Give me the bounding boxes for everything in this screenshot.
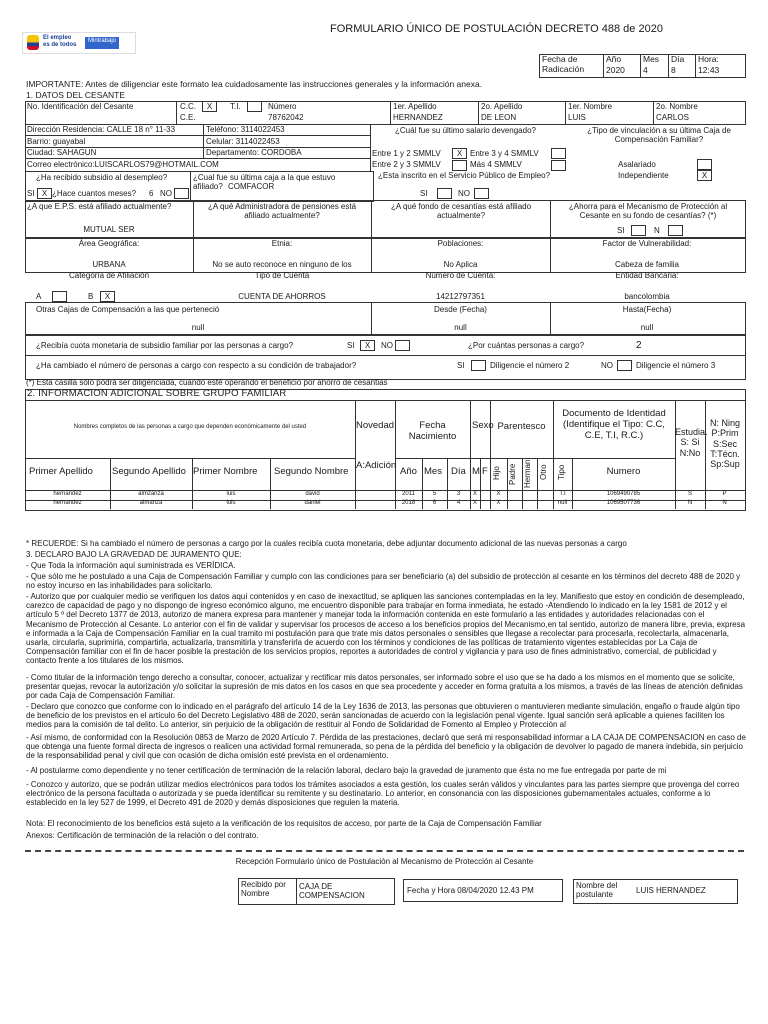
departamento-field: Departamento: CORDOBA [206,148,302,157]
cuota-no-checkbox[interactable] [395,340,410,351]
nota-text: Nota: El reconocimiento de los beneficios está sujeto a la verificación de los requisitos de acceso, por parte de la Caja de Compensación Familiar [26,819,542,828]
vulnerabilidad-value: Cabeza de familia [614,260,680,269]
salario-opt2: Entre 3 y 4 SMMLV [470,149,539,158]
cuota-si-checkbox[interactable]: X [360,340,375,351]
row1-numero: 1069490785 [606,491,641,497]
banco-value: bancolombia [624,292,670,301]
otras-cajas-value: null [191,323,205,332]
row2-nom1: luis [226,500,236,506]
etnia-label: Etnia: [271,239,293,248]
tipo-cuenta-label: Tipo de Cuenta [254,271,310,280]
fecha-hora-value: Fecha y Hora 08/04/2020 12.43 PM [407,886,534,895]
numero-cuenta-label: Número de Cuenta: [425,271,496,280]
otras-cajas-label: Otras Cajas de Compensación a las que perteneció [36,305,220,314]
ahorro-si-label: SI [617,226,625,235]
row2-tipo: null [557,500,568,506]
numero-cuenta-value: 14212797351 [436,292,485,301]
logo-line2: es de todos [43,42,77,48]
cuantas-question: ¿Por cuántas personas a cargo? [468,341,585,350]
row1-estudia: S [687,491,692,497]
salario-question: ¿Cuál fue su último salario devengado? [395,126,536,135]
etnia-value: No se auto reconoce en ninguno de los [212,260,352,269]
postulante-label: Nombre del postulante [576,881,618,900]
row1-nom1: luis [226,491,236,497]
ti-checkbox[interactable] [247,101,262,112]
numero-label: Número [268,102,297,111]
cc-label: C.C. [180,102,196,111]
id-label: No. Identificación del Cesante [27,102,134,111]
hasta-label: Hasta(Fecha) [622,305,672,314]
independiente-checkbox[interactable]: X [697,170,712,181]
spe-no-label: NO [458,189,470,198]
poblaciones-value: No Aplica [443,260,478,269]
ape2-label: 2o. Apellido [481,102,523,111]
sec3-p4: - Como titular de la información tengo derecho a consultar, conocer, actualizar y rectificar mis datos personales, ser informado sobre el uso que se ha dado a los mismos en el momento que se solicite, presentar quejas, revocar la autorización y/o solicitar la supresión de mis datos en los casos en que sea procedente y acceder en forma gratuita a los mismos, a través de las líneas de atención definidas por cada Caja de Compensación Familiar. [26,673,743,701]
row2-ano: 2018 [401,500,416,506]
nom1-label: 1er. Nombre [568,102,613,111]
cuantas-value: 2 [636,340,642,351]
col-dia: Día [451,466,466,477]
subsidio-question: ¿Ha recibido subsidio al desempleo? [36,173,168,182]
sec3-p6: - Así mismo, de conformidad con la Resolución 0853 de Marzo de 2020 Artículo 7. Pérdida de las prestaciones, declaró que será mi responsabilidad informar a LA CAJA DE COMPENSACION en caso de que obtenga una fuente formal directa de ingresos o realicen una actividad formal remunerada, so pena de la pérdida del beneficio y la obligación de devolver lo pagado de manera indebida, sin perjuicio de la responsabilidad penal y civil que con ocasión de dicha omisión esté prevista en el ordenamiento. [26,733,746,761]
radicacion-year-label: Año [606,54,622,64]
ce-label: C.E. [180,113,196,122]
col-primer-apellido: Primer Apellido [29,466,93,477]
col-numero: Numero [606,466,641,477]
col-ano: Año [400,466,417,477]
subsidio-si-label: SI [27,189,35,198]
ape1-value: HERNANDEZ [393,113,443,122]
novedad-header: Novedad [355,420,395,431]
logo-line1: El empleo [43,35,72,41]
radicacion-hour: 12:43 [698,65,720,75]
poblaciones-label: Poblaciones: [437,239,484,248]
row1-ano: 2011 [402,491,415,497]
cuota-no-label: NO [381,341,393,350]
sexo-header: Sexo [472,420,494,431]
radicacion-hour-label: Hora: [698,54,719,64]
nota-asterisco: (*) Esta casilla sólo podrá ser diligenciada, cuando esté operando el beneficio por ahorro de cesantias [26,378,388,387]
asalariado-checkbox[interactable] [697,159,712,170]
col-segundo-nombre: Segundo Nombre [274,466,349,477]
row2-numero: 1069507736 [606,500,641,506]
cambio-no-label: NO [601,361,613,370]
ti-label: T.I. [230,102,241,111]
cuota-si-label: SI [347,341,355,350]
spe-si-checkbox[interactable] [437,188,452,199]
nom2-value: CARLOS [656,113,689,122]
cambio-no-checkbox[interactable] [617,360,632,371]
hasta-value: null [640,323,654,332]
anexos-text: Anexos: Certificación de terminación de la relación o del contrato. [26,831,259,840]
col-herman: Herman [523,459,532,488]
numero-value: 78762042 [268,113,304,122]
sec3-p1: - Que Toda la información aquí suministrada es VERÍDICA. [26,561,236,570]
recuerde-text: * RECUERDE: Si ha cambiado el número de personas a cargo por la cuales recibía cuota monetaria, debe adjuntar documento adicional de las nuevas personas a cargo [26,539,627,548]
sec1-title: 1. DATOS DEL CESANTE [26,90,126,100]
categoria-a-label: A [36,292,42,301]
salario-opt3: Entre 2 y 3 SMMLV [372,160,441,169]
eps-value: MUTUAL SER [83,225,135,234]
col-otro: Otro [539,464,548,480]
radicacion-day: 8 [671,65,676,75]
row1-ape1: hernandez [53,491,82,497]
nivel-header: N: Ning P:Prim S:Sec T:Técn. Sp:Sup [709,418,740,470]
row1-hijo: X [496,491,501,497]
recibido-value: CAJA DE COMPENSACION [299,882,365,901]
categoria-a-checkbox[interactable] [52,291,67,302]
salario-opt1-checkbox[interactable]: X [452,148,467,159]
vinculacion-question: ¿Tipo de vinculación a su última Caja de Compensación Familiar? [587,126,731,145]
salario-opt4-checkbox[interactable] [551,160,566,171]
colombia-seal-icon [27,35,39,50]
col-primer-nombre: Primer Nombre [193,466,258,477]
fecha-nacimiento-header: Fecha Nacimiento [408,420,457,442]
row1-nivel: P [722,491,727,497]
ape1-label: 1er. Apellido [393,102,437,111]
ahorro-question: ¿Ahorra para el Mecanismo de Protección al Cesante en su fondo de cesantías? (*) [568,202,728,221]
row2-hijo: X [496,500,501,506]
subsidio-no-checkbox[interactable] [174,188,189,199]
sec2-title: 2. INFORMACION ADICIONAL SOBRE GRUPO FAMILIAR [27,388,287,399]
vulnerabilidad-label: Factor de Vulnerabilidad: [602,239,692,248]
sec3-p8: - Conozco y autorizo, que se podrán utilizar medios electrónicos para todos los trámites asociados a esta gestión, los cuales serán válidos y vinculantes para las partes siempre que provenga del correo electrónico de la persona facultada o autorizada y se pueda identificar su remitente y su destinatario. Lo anterior, en consonancia con las disposiciones gubernamentales actuales, conforme a lo establecido en la ley 527 de 1999, el Decreto 491 de 2020 y demás disposiciones que regulen la materia. [26,780,740,808]
row1-mes: 5 [432,491,437,497]
meses-question: ¿Hace cuantos meses? [52,189,137,198]
row2-dia: 4 [456,500,461,506]
subsidio-si-checkbox[interactable]: X [37,188,52,199]
row1-ape2: almzanza [138,491,164,497]
importante-text: IMPORTANTE: Antes de diligenciar este formato lea cuidadosamente las instrucciones generales y la información anexa. [26,79,483,89]
estudia-header: Estudia. S: Si N:No [675,427,708,458]
telefono-field: Teléfono: 3114022453 [206,125,285,134]
cambio-question: ¿Ha cambiado el número de personas a cargo con respecto a su condición de trabajador? [36,361,357,370]
col-segundo-apellido: Segundo Apellido [112,466,186,477]
salario-opt1: Entre 1 y 2 SMMLV [372,149,441,158]
spe-si-label: SI [420,189,428,198]
logo-brand: Mintrabajo [85,37,119,49]
col-tipo: Tipo [557,464,566,480]
ahorro-n-checkbox[interactable] [668,225,683,236]
cambio-si-label: SI [457,361,465,370]
sec3-p7: - Al postularme como dependiente y no tener certificación de terminación de la relación laboral, declaro bajo la gravedad de juramento que ésta no me fue entregada por parte de mi [26,766,667,775]
row2-nom2: daniel [304,500,321,506]
col-m: M [472,466,480,477]
salario-opt4: Más 4 SMMLV [470,160,522,169]
ciudad-field: Ciudad: SAHAGUN [27,148,97,157]
celular-field: Celular: 3114022453 [206,137,280,146]
row1-tipo: T.I [559,491,566,497]
ahorro-si-checkbox[interactable] [631,225,646,236]
row2-nivel: N [722,500,727,506]
radicacion-month-label: Mes [643,54,660,64]
form-title: FORMULARIO ÚNICO DE POSTULACIÓN DECRETO 488 de 2020 [330,23,663,35]
recepcion-title: Recepción Formulario único de Postulación al Mecanismo de Protección al Cesante [235,857,534,866]
independiente-label: Independiente [618,171,669,180]
col-mes: Mes [424,466,442,477]
row2-m: X [472,500,477,506]
subsidio-no-label: NO [160,189,172,198]
tipo-cuenta-value: CUENTA DE AHORROS [238,292,326,301]
row1-dia: 3 [456,491,461,497]
documento-header: Documento de Identidad (Identifique el Tipo: C.C, C.E, T.I, R.C.) [562,408,666,441]
direccion-field: Dirección Residencia: CALLE 18 n° 11-33 [27,125,176,134]
cc-checkbox[interactable]: X [202,101,217,112]
spe-no-checkbox[interactable] [474,188,489,199]
cambio-si-checkbox[interactable] [471,360,486,371]
col-padre: Padre [508,463,517,485]
col-hijo: Hijo [492,466,501,480]
row2-ape1: hernandez [53,500,82,506]
radicacion-label: Fecha de Radicación [542,54,585,74]
parentesco-header: Parentesco [497,421,546,432]
cesantias-question: ¿A qué fondo de cesantías está afiliado actualmente? [390,202,532,221]
radicacion-day-label: Día [671,54,685,64]
pension-question: ¿A qué Administradora de pensiones está afiliado actualmente? [207,202,357,221]
caja-question: ¿Cual fue su última caja a la que estuvo afiliado? [193,173,336,192]
cuota-question: ¿Recibía cuota monetaria de subsidio familiar por las personas a cargo? [36,341,294,350]
postulante-value: LUIS HERNANDEZ [636,886,706,895]
sec3-p3: - Autorizo que por cualquier medio se verifiquen los datos aquí contenidos y en caso de inexactitud, se apliquen las sanciones contempladas en la ley. Manifiesto que estoy en condición de desempleado, carezco de capacidad de pago y no dispongo de ingreso económico alguno, me encuentro disponible para trabajar en forma inmediata, he estado -Atendiendo lo indicado en la ley 1581 de 2012 y el artículo 5 º del Decreto 1377 de 2013, autorizo de manera expresa para mantener y manejar toda la información contenida en este formulario a las entidades y autoridades relacionadas con el Mecanismo de Protección al Cesante. Lo anterior con el fin de validar y supervisar los procesos de acceso a los beneficios propios del Mecanismo,en tal sentido, autorizo de manera libre, previa, expresa e informada a la Caja de Compensación Familiar en la cual tramito mi postulación para que trate mis datos personales o sensibles que llegase a recolectar para procesarla, recolectarla, almacenarla, usarla, circularla, suprimirla, compartirla, actualizarla, transmitirla y transferirla de acuerdo con los términos y condiciones de las políticas de tratamiento vigentes establecidas por La Caja de Compensación familiar con el fin de hacer posible la prestación de los servicios propios, reportes a autoridades de control y vigilancia y para uso de fines administrativo, comercial, de publicidad y contacto frente a los titulares de los mismos. [26,592,746,666]
row1-nom2: david [305,491,320,497]
dilig3-label: Diligencie el número 3 [636,361,716,370]
row1-m: X [472,491,477,497]
categoria-label: Categoría de Afiliación [68,271,150,280]
salario-opt3-checkbox[interactable] [452,160,467,171]
recibido-label: Recibido por Nombre [241,880,286,899]
dilig2-label: Diligencie el número 2 [490,361,570,370]
ministry-logo [22,32,136,54]
radicacion-month: 4 [643,65,648,75]
banco-label: Entidad Bancaria: [615,271,679,280]
categoria-b-label: B [88,292,94,301]
row2-mes: 6 [432,500,437,506]
col-adicion: A:Adición [356,460,397,471]
categoria-b-checkbox[interactable]: X [100,291,115,302]
correo-field: Correo electrónico:LUISCARLOS79@HOTMAIL.COM [27,160,219,169]
area-value: URBANA [92,260,126,269]
nom1-value: LUIS [568,113,586,122]
ape2-value: DE LEON [481,113,517,122]
meses-value: 6 [149,189,154,198]
area-label: Área Geográfica: [78,239,140,248]
asalariado-label: Asalariado [618,160,656,169]
desde-value: null [454,323,467,332]
sec3-title: 3. DECLARO BAJO LA GRAVEDAD DE JURAMENTO QUE: [26,550,242,559]
desde-label: Desde (Fecha) [434,305,487,314]
spe-question: ¿Esta inscrito en el Servicio Público de Empleo? [378,171,551,180]
nom2-label: 2o. Nombre [656,102,698,111]
col-f: F [482,466,488,477]
eps-question: ¿A que E.P.S. está afiliado actualmente? [27,202,172,211]
barrio-field: Barrio: guayabal [27,137,86,146]
row2-ape2: almanza [139,500,163,506]
nombres-personas-label: Nombres completos de las personas a cargo que dependen económicamente del usted [73,424,307,430]
sec3-p2: - Que sólo me he postulado a una Caja de Compensación Familiar y cumplo con las condiciones para ser beneficiario (a) del subsidio de protección al cesante en los términos del decreto 488 de 2020 y no estoy incurso en las inhabilidades para solicitarlo. [26,572,741,591]
radicacion-year: 2020 [606,65,625,75]
salario-opt2-checkbox[interactable] [551,148,566,159]
cut-line [25,850,744,852]
row2-estudia: N [687,500,693,506]
sec3-p5: - Declaro que conozco que conforme con lo indicado en el parágrafo del artículo 14 de la Ley 1636 de 2013, las personas que obtuvieren o mantuvieren mediante simulación, engaño o fraude algún tipo de beneficio de los previstos en el artículo 6o del Decreto Legislativo 488 de 2020, serán sancionadas de acuerdo con la legislación penal vigente. Igual sanción será aplicable a quienes faciliten los medios para la comisión de tal delito. Lo anterior, sin perjuicio de la obligación de restituir al Fondo de Solidaridad de Fomento al Empleo y Protección al [26,702,740,730]
caja-value: COMFACOR [228,182,275,191]
ahorro-n-label: N [654,226,660,235]
